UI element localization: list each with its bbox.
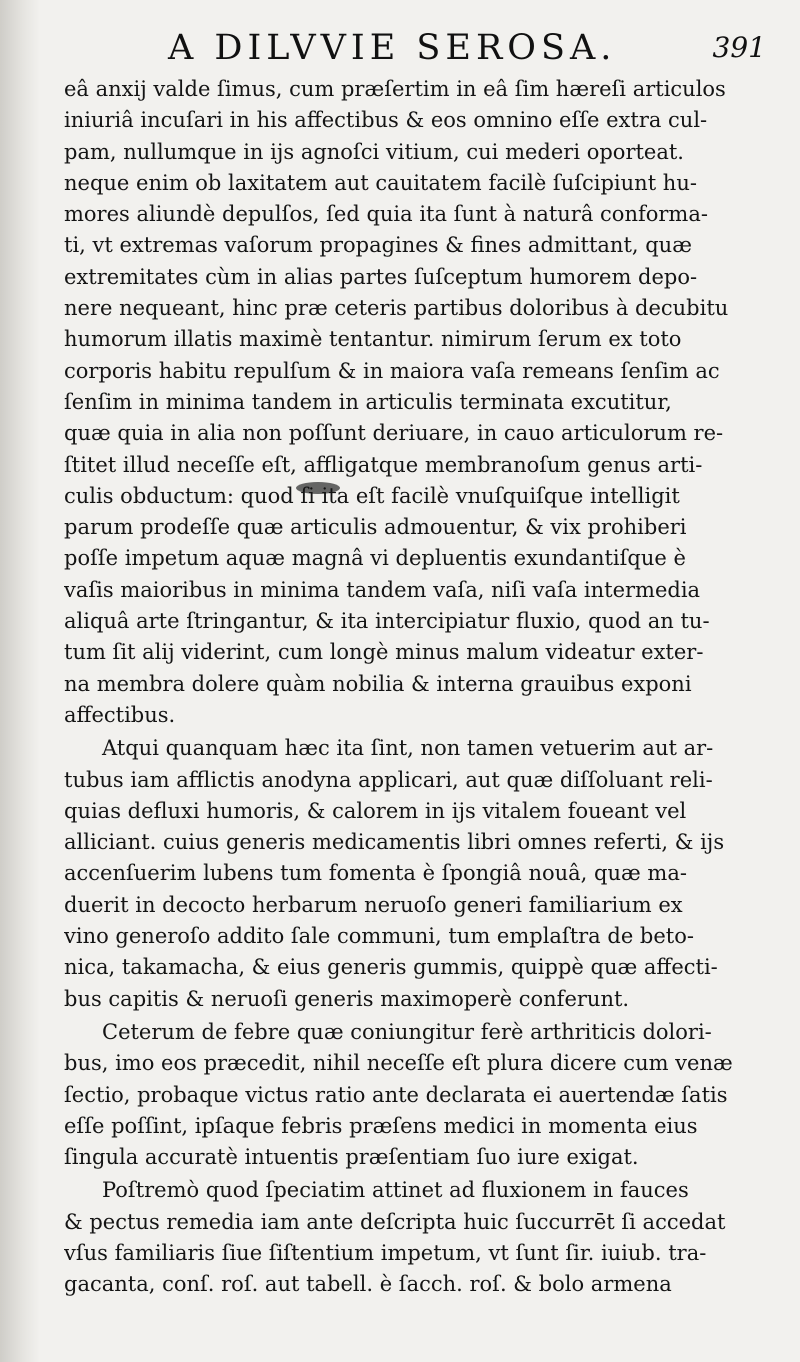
text-line: eâ anxij valde ſimus, cum præſertim in eâ ſim hæreſi articulos xyxy=(64,77,726,101)
text-line: ſectio, probaque victus ratio ante declarata ei auertendæ ſatis xyxy=(64,1082,728,1107)
text-line: poſſe impetum aquæ magnâ vi depluentis exundantiſque è xyxy=(64,546,686,571)
text-line: nere nequeant, hinc præ ceteris partibus doloribus à decubitu xyxy=(64,296,729,321)
paragraph xyxy=(64,733,766,1015)
text-line: accenſuerim lubens tum fomenta è ſpongiâ nouâ, quæ ma- xyxy=(64,861,687,886)
paragraph xyxy=(64,1017,766,1173)
text-line: neque enim ob laxitatem aut cauitatem facilè ſuſcipiunt hu- xyxy=(64,170,697,195)
text-line: vſus familiaris ſiue ſiſtentium impetum, vt ſunt ſir. iuiub. tra- xyxy=(64,1240,707,1265)
text-line: & pectus remedia iam ante deſcripta huic ſuccurrēt ſi accedat xyxy=(64,1209,726,1234)
paragraph xyxy=(64,74,766,731)
text-line: extremitates cùm in alias partes ſuſceptum humorem depo- xyxy=(64,264,698,289)
text-line: affectibus. xyxy=(64,702,176,727)
text-line: gacanta, conſ. roſ. aut tabell. è ſacch. roſ. & bolo armena xyxy=(64,1272,672,1297)
text-line: ſingula accuratè intuentis præſentiam ſuo iure exigat. xyxy=(64,1145,639,1170)
body-text xyxy=(64,74,766,1301)
text-line: ſenſim in minima tandem in articulis terminata excutitur, xyxy=(64,389,672,414)
text-line: Ceterum de febre quæ coniungitur ferè arthriticis dolori- xyxy=(102,1019,712,1044)
text-line: corporis habitu repulſum & in maiora vaſa remeans ſenſim ac xyxy=(64,358,720,383)
page-header xyxy=(0,22,800,72)
text-line: humorum illatis maximè tentantur. nimirum ſerum ex toto xyxy=(64,327,682,352)
text-line: quæ quia in alia non poſſunt deriuare, in cauo articulorum re- xyxy=(64,421,724,446)
text-line: tum ſit alij viderint, cum longè minus malum videatur exter- xyxy=(64,640,704,665)
text-line: nica, takamacha, & eius generis gummis, quippè quæ affecti- xyxy=(64,955,718,980)
running-title: A DILVVIE SEROSA. xyxy=(168,28,617,68)
text-line: ti, vt extremas vaſorum propagines & fines admittant, quæ xyxy=(64,233,692,258)
text-line: eſſe poſſint, ipſaque febris præſens medici in momenta eius xyxy=(64,1113,698,1138)
text-line: quias defluxi humoris, & calorem in ijs vitalem foueant vel xyxy=(64,798,687,823)
page-number: 391 xyxy=(712,31,766,64)
text-line: mores aliundè depulſos, ſed quia ita ſunt à naturâ conforma- xyxy=(64,202,708,227)
text-line: bus, imo eos præcedit, nihil neceſſe eſt plura dicere cum venæ xyxy=(64,1051,733,1076)
text-line: na membra dolere quàm nobilia & interna grauibus exponi xyxy=(64,671,692,696)
text-line: Poſtremò quod ſpeciatim attinet ad fluxionem in fauces xyxy=(102,1178,689,1203)
text-line: bus capitis & neruoſi generis maximoperè conferunt. xyxy=(64,986,630,1011)
text-line: vino generoſo addito ſale communi, tum emplaſtra de beto- xyxy=(64,924,694,949)
paragraph xyxy=(64,1175,766,1300)
text-line: tubus iam afflictis anodyna applicari, aut quæ diſſoluant reli- xyxy=(64,767,713,792)
text-line: pam, nullumque in ijs agnoſci vitium, cui mederi oporteat. xyxy=(64,139,684,164)
text-line: culis obductum: quod ſi ita eſt facilè vnuſquiſque intelligit xyxy=(64,483,680,508)
text-line: ſtitet illud neceſſe eſt, affligatque membranoſum genus arti- xyxy=(64,452,703,477)
text-line: alliciant. cuius generis medicamentis libri omnes referti, & ijs xyxy=(64,830,725,855)
text-line: Atqui quanquam hæc ita ſint, non tamen vetuerim aut ar- xyxy=(102,736,714,761)
text-line: parum prodeſſe quæ articulis admouentur, & vix prohiberi xyxy=(64,515,687,540)
text-line: aliquâ arte ſtringantur, & ita intercipiatur fluxio, quod an tu- xyxy=(64,609,710,634)
text-line: vaſis maioribus in minima tandem vaſa, niſi vaſa intermedia xyxy=(64,577,701,602)
text-line: iniuriâ incuſari in his affectibus & eos omnino eſſe extra cul- xyxy=(64,108,708,133)
text-line: duerit in decocto herbarum neruoſo generi familiarium ex xyxy=(64,892,683,917)
